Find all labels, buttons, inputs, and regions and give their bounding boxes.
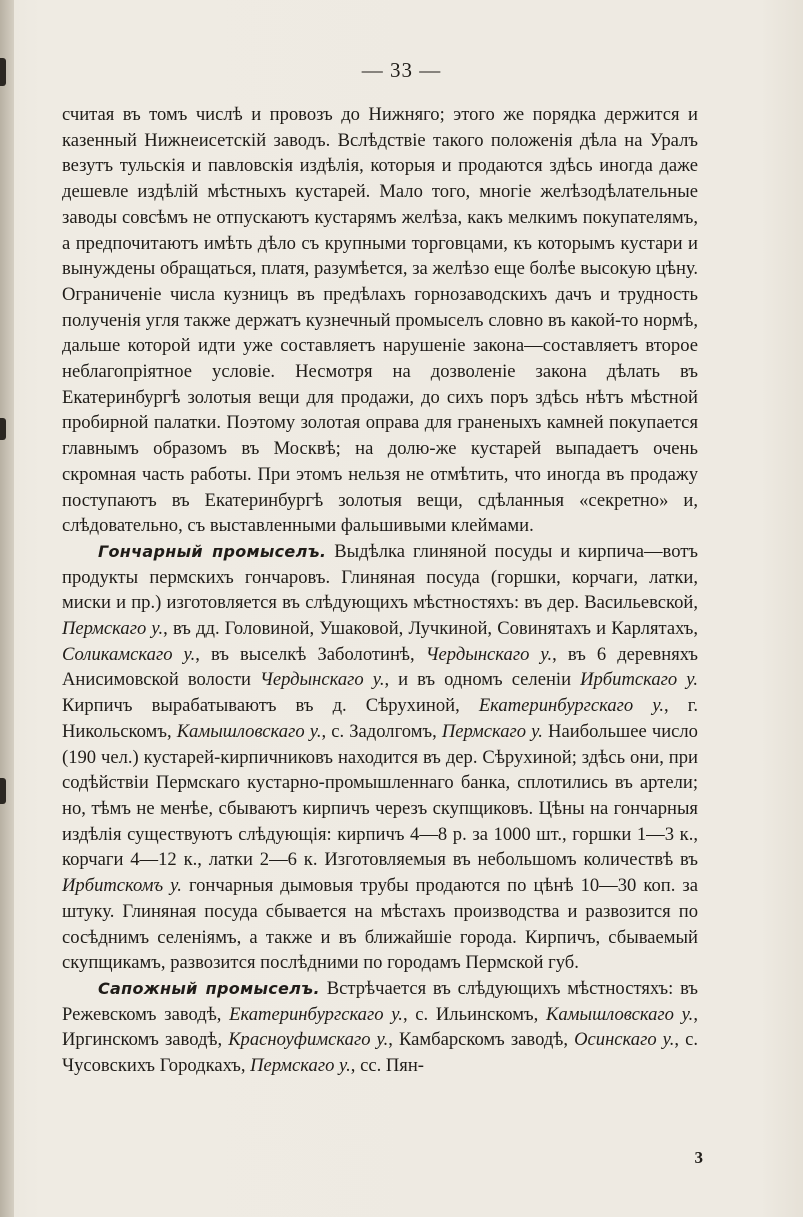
district-name: Пермскаго у.: [250, 1055, 351, 1077]
district-name: Чердынскаго у.: [260, 669, 385, 691]
text-run: , с. Чусовскихъ Городкахъ,: [62, 1029, 698, 1077]
paragraph-1: считая въ томъ числѣ и провозъ до Нижняго; этого же порядка держится и казенный Нижнеисетскій заводъ. Вслѣдствіе такого положенія дѣла на Уралъ везутъ тульскія и павловскія издѣлія, которыя и продаются здѣсь иногда даже дешевле издѣлій мѣстныхъ кустарей. Мало того, многіе желѣзодѣлательные заводы совсѣмъ не отпускаютъ кустарямъ желѣза, какъ мелкимъ покупателямъ, а предпочитаютъ имѣть дѣло съ крупными торговцами, къ которымъ кустари и вынуждены обращаться, платя, разумѣется, за желѣзо еще болѣе высокую цѣну. Ограниченіе числа кузницъ въ предѣлахъ горнозаводскихъ дачъ и трудность полученія угля также держатъ кузнечный промыселъ словно въ какой-то нормѣ, дальше которой идти уже составляетъ нарушеніе закона—составляетъ второе неблагопріятное условіе. Несмотря на дозволеніе закона дѣлать въ Екатеринбургѣ золотыя вещи для продажи, до сихъ поръ здѣсь нѣтъ мѣстной пробирной палатки. Поэтому золотая оправа для граненыхъ камней покупается главнымъ образомъ въ Москвѣ; на долю-же кустарей выпадаетъ очень скромная часть работы. При этомъ нельзя не отмѣтить, что иногда въ продажу поступаютъ въ Екатеринбургѣ золотыя вещи, сдѣланныя «секретно» и, слѣдовательно, съ выставленными фальшивыми клеймами.: [62, 104, 698, 537]
section-heading-pottery: Гончарный промыселъ.: [98, 541, 327, 561]
district-name: Красноуфимскаго у.: [228, 1029, 389, 1051]
text-run: , с. Задолгомъ,: [321, 720, 442, 742]
text-run: , въ дд. Головиной, Ушаковой, Лучкиной, Совинятахъ и Карлятахъ,: [163, 618, 698, 640]
text-run: , Камбарскомъ заводѣ,: [388, 1029, 575, 1051]
text-run: , сс. Пян-: [350, 1055, 424, 1077]
text-run: , въ 6 деревняхъ Анисимовской волости: [62, 643, 698, 691]
district-name: Камышловскаго у.: [176, 720, 322, 742]
text-run: Выдѣлка глиняной посуды и кирпича—вотъ продукты пермскихъ гончаровъ. Глиняная посуда (горшки, корчаги, латки, миски и пр.) изготовляется въ слѣдующихъ мѣстностяхъ: въ дер. Васильевской,: [62, 540, 698, 614]
district-name: Ирбитскаго у.: [580, 669, 698, 691]
district-name: Камышловскаго у.: [545, 1003, 694, 1025]
district-name: Пермскаго у.: [441, 720, 543, 742]
text-run: Наибольшее число (190 чел.) кустарей-кирпичниковъ находится въ дер. Сѣрухиной; здѣсь они, при содѣйствіи Пермскаго кустарно-промышленнаго банка, сплотились въ артели; но, тѣмъ не менѣе, сбываютъ кирпичъ черезъ скупщиковъ. Цѣны на гончарныя издѣлія существуютъ слѣдующія: кирпичъ 4—8 р. за 1000 шт., горшки 1—3 к., корчаги 4—12 к., латки 2—6 к. Изготовляемыя въ небольшомъ количествѣ въ: [62, 720, 698, 871]
margin-mark: [0, 418, 6, 440]
body-text: [62, 102, 698, 1079]
text-run: Кирпичъ вырабатываютъ въ д. Сѣрухиной,: [62, 695, 479, 717]
page-number: — 33 —: [361, 58, 442, 82]
signature-mark: 3: [694, 1148, 703, 1167]
district-name: Соликамскаго у.: [62, 643, 196, 665]
paragraph-shoemaking: [62, 976, 698, 1079]
page-spine: [0, 0, 14, 1217]
margin-mark: [0, 778, 6, 804]
district-name: Екатеринбургскаго у.: [229, 1003, 403, 1025]
district-name: Екатеринбургскаго у.: [478, 695, 665, 717]
text-run: , въ выселкѣ Заболотинѣ,: [195, 643, 426, 665]
text-run: , Иргинскомъ заводѣ,: [62, 1003, 698, 1051]
district-name: Осинскаго у.: [574, 1029, 675, 1051]
text-run: Встрѣчается въ слѣдующихъ мѣстностяхъ: въ Режевскомъ заводѣ,: [62, 977, 698, 1025]
paragraph-pottery: [62, 539, 698, 976]
district-name: Пермскаго у.: [62, 618, 164, 640]
district-name: Ирбитскомъ у.: [62, 875, 182, 897]
text-run: , и въ одномъ селеніи: [384, 669, 581, 691]
text-run: гончарныя дымовыя трубы продаются по цѣнѣ 10—30 коп. за штуку. Глиняная посуда сбывается на мѣстахъ производства и развозится по сосѣднимъ селеніямъ, а также и въ ближайшіе города. Кирпичъ, сбываемый скупщикамъ, развозится послѣдними по городамъ Пермской губ.: [62, 875, 699, 974]
district-name: Чердынскаго у.: [425, 643, 553, 665]
text-run: , г. Никольскомъ,: [62, 695, 698, 742]
text-run: , с. Ильинскомъ,: [402, 1003, 546, 1025]
section-heading-shoemaking: Сапожный промыселъ.: [98, 978, 320, 998]
